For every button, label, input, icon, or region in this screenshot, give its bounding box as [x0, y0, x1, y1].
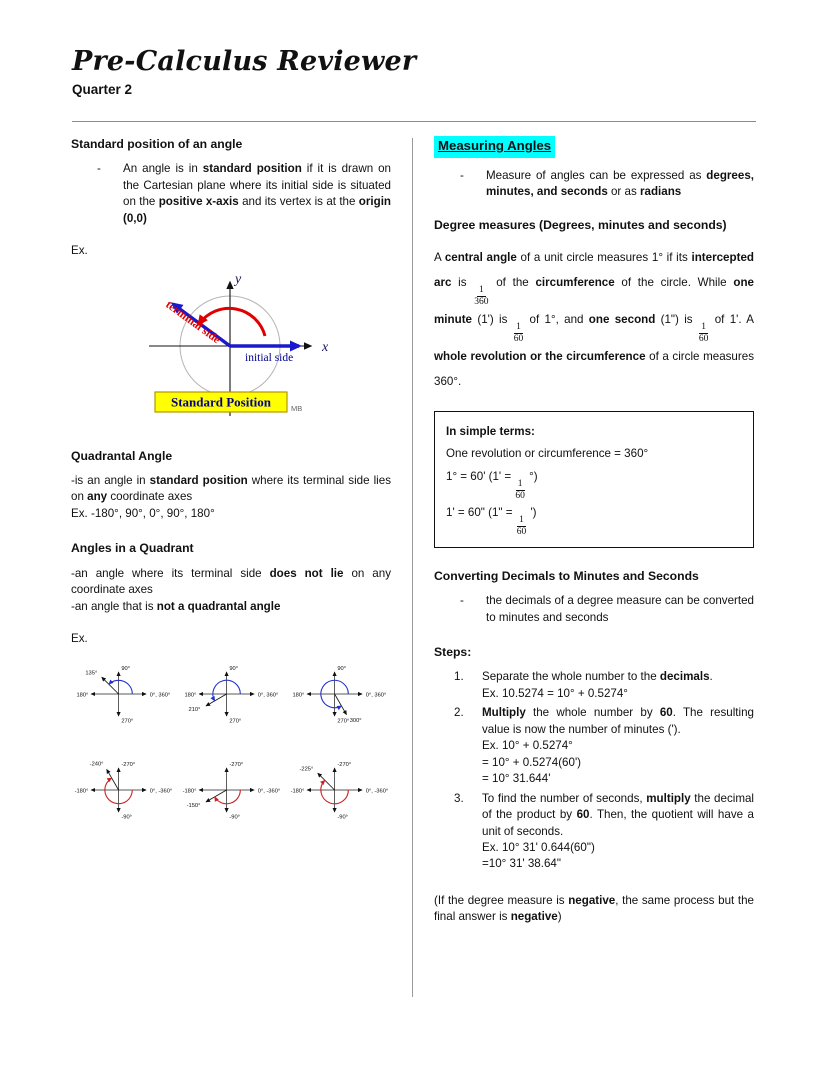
heading-quadrantal-angle: Quadrantal Angle: [71, 448, 173, 463]
svg-text:-180°: -180°: [74, 788, 89, 795]
svg-text:0°, -360°: 0°, -360°: [257, 788, 281, 795]
degree-measures-paragraph: A central angle of a unit circle measures 1° if its intercepted arc is $\frac{1}{360}$ of the circumference of the circle. While one minute (1') is $\frac{1}{60}$ of 1°, and one second (1") is $\frac{1}{60}$ of 1'. A whole revolution or the circumference of a circle measures 360°.: [434, 250, 755, 388]
svg-text:270°: 270°: [229, 718, 242, 725]
quadrantal-examples: Ex. -180°, 90°, 0°, 90°, 180°: [71, 506, 215, 520]
content-columns: [0, 122, 828, 1027]
svg-text:-270°: -270°: [337, 762, 352, 769]
svg-text:270°: 270°: [337, 718, 350, 725]
angle-diagram-210: [179, 655, 287, 738]
svg-text:0°, 360°: 0°, 360°: [149, 692, 171, 699]
angle-diagram-neg225: [287, 751, 395, 834]
svg-text:-90°: -90°: [337, 814, 348, 821]
step-number: 3.: [454, 791, 464, 805]
x-axis-label: x: [322, 339, 329, 355]
svg-text:135°: 135°: [85, 670, 98, 677]
bullet-dash: -: [460, 594, 464, 608]
standard-position-text: An angle is in standard position if it is drawn on the Cartesian plane where its initial side is situated on the positive x-axis and its vertex is at the origin (0,0): [123, 162, 391, 225]
document-subtitle: Quarter 2: [72, 82, 133, 97]
svg-text:-90°: -90°: [121, 814, 132, 821]
standard-position-caption: [155, 392, 302, 413]
svg-text:-150°: -150°: [186, 802, 201, 809]
watermark-text: MB: [291, 403, 303, 413]
angle-diagram-neg150: [179, 751, 287, 834]
svg-text:-225°: -225°: [299, 766, 314, 773]
negative-note: (If the degree measure is negative, the same process but the final answer is negative): [434, 893, 754, 924]
right-column: [434, 136, 754, 1027]
measuring-angles-text: Measure of angles can be expressed as degrees, minutes, and seconds or as radians: [486, 168, 754, 199]
svg-text:0°, 360°: 0°, 360°: [257, 692, 279, 699]
svg-text:-270°: -270°: [121, 762, 136, 769]
converting-bullet: [434, 593, 754, 626]
svg-text:-240°: -240°: [89, 761, 104, 768]
quadrant-definition-1: -an angle where its terminal side does not lie on any coordinate axes: [71, 566, 391, 597]
quadrant-definition-2: -an angle that is not a quadrantal angle: [71, 599, 281, 613]
standard-position-diagram: [115, 268, 347, 430]
heading-measuring-angles: Measuring Angles: [434, 136, 555, 158]
step-body: To find the number of seconds, multiply the decimal of the product by 60. Then, the quotient will have a unit of seconds. Ex. 10° 31' 0.644(60") =10° 31' 38.64": [482, 791, 754, 871]
converting-text: the decimals of a degree measure can be converted to minutes and seconds: [486, 594, 754, 624]
svg-text:0°, -360°: 0°, -360°: [365, 788, 389, 795]
simple-terms-box: [434, 411, 754, 548]
svg-text:-270°: -270°: [229, 762, 244, 769]
simple-terms-line-1: One revolution or circumference = 360°: [446, 447, 649, 461]
svg-text:300°: 300°: [349, 718, 362, 725]
svg-text:-180°: -180°: [290, 788, 305, 795]
left-column: [71, 136, 391, 1027]
step-body: Multiply the whole number by 60. The resulting value is now the number of minutes ('). Ex. 10° + 0.5274° = 10° + 0.5274(60') = 10° 31.644': [482, 706, 754, 786]
y-axis-label: y: [235, 271, 242, 287]
simple-terms-line-3: 1' = 60" (1" = $\frac{1}{60}$ '): [446, 505, 537, 538]
svg-text:-90°: -90°: [229, 814, 240, 821]
step-item-3: [434, 791, 754, 873]
angle-diagrams-grid: [71, 655, 391, 834]
heading-steps: Steps:: [434, 645, 472, 660]
quadrantal-definition: -is an angle in standard position where its terminal side lies on any coordinate axes: [71, 473, 391, 504]
initial-side-label: initial side: [245, 351, 294, 364]
step-number: 1.: [454, 670, 464, 684]
simple-terms-line-2: 1° = 60' (1' = $\frac{1}{60}$ °): [446, 469, 538, 502]
step-item-1: [434, 669, 754, 702]
svg-text:180°: 180°: [184, 692, 197, 699]
step-body: Separate the whole number to the decimals. Ex. 10.5274 = 10° + 0.5274°: [482, 670, 713, 700]
svg-text:0°, 360°: 0°, 360°: [365, 692, 387, 699]
heading-standard-position: Standard position of an angle: [71, 137, 243, 151]
document-title: Pre-Calculus Reviewer: [72, 46, 417, 77]
terminal-side-label: terminal side: [163, 298, 223, 346]
simple-terms-heading: In simple terms:: [446, 424, 535, 438]
svg-text:270°: 270°: [121, 718, 134, 725]
svg-text:180°: 180°: [76, 692, 89, 699]
svg-text:0°, -360°: 0°, -360°: [149, 788, 173, 795]
column-divider: [412, 138, 413, 997]
bullet-dash: -: [460, 168, 464, 182]
svg-text:90°: 90°: [337, 666, 347, 673]
svg-text:-180°: -180°: [182, 788, 197, 795]
svg-text:210°: 210°: [188, 707, 201, 714]
example-label-1: Ex.: [71, 244, 88, 258]
angle-diagram-neg240: [71, 751, 179, 834]
measuring-angles-bullet: [434, 168, 754, 201]
svg-text:90°: 90°: [229, 666, 239, 673]
doc-header: [0, 0, 828, 97]
angle-diagram-135: [71, 655, 179, 738]
angle-diagram-300: [287, 655, 395, 738]
svg-text:90°: 90°: [121, 666, 131, 673]
svg-text:180°: 180°: [292, 692, 305, 699]
step-item-2: [434, 705, 754, 787]
heading-degree-measures: Degree measures (Degrees, minutes and seconds): [434, 217, 727, 232]
bullet-dash: -: [97, 162, 101, 176]
heading-angles-in-quadrant: Angles in a Quadrant: [71, 541, 194, 556]
example-label-2: Ex.: [71, 631, 88, 645]
step-number: 2.: [454, 706, 464, 720]
caption-text: Standard Position: [170, 394, 272, 410]
standard-position-bullet: [71, 161, 391, 227]
heading-converting-decimals: Converting Decimals to Minutes and Seconds: [434, 568, 699, 583]
